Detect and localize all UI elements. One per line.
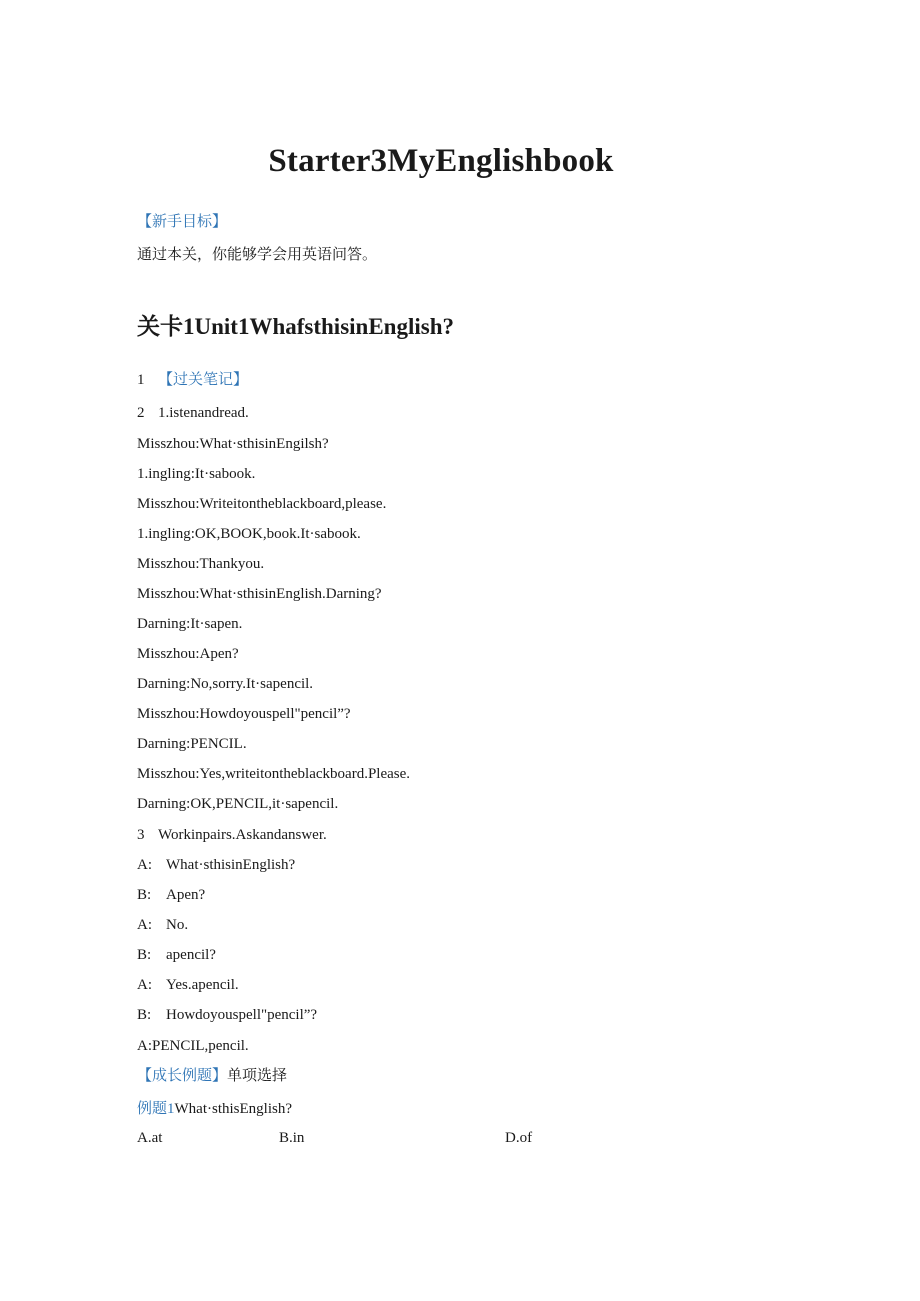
pair-line xyxy=(137,855,295,875)
pair-speaker: A: xyxy=(137,917,152,933)
pair-speaker: B: xyxy=(137,947,152,963)
dialogue-line: Darning:OK,PENCIL,it·sapencil. xyxy=(137,796,339,812)
pair-line xyxy=(137,975,239,995)
pair-speaker: A: xyxy=(137,857,152,873)
pair-line xyxy=(137,915,188,935)
pair-text: apencil? xyxy=(166,947,216,963)
level-heading: 关卡1Unit1WhafsthisinEnglish? xyxy=(137,314,454,339)
example-question-line xyxy=(137,1099,292,1119)
dialogue-line: Misszhou:Writeitontheblackboard,please. xyxy=(137,496,387,512)
option-a: A.at xyxy=(137,1130,163,1146)
listen-number: 2 xyxy=(137,405,145,421)
pair-line xyxy=(137,885,205,905)
example-header xyxy=(137,1066,287,1086)
notes-number: 1 xyxy=(137,372,145,388)
listen-text: 1.istenandread. xyxy=(158,405,249,421)
dialogue-line: Darning:No,sorry.It·sapencil. xyxy=(137,676,314,692)
pair-text: No. xyxy=(166,917,189,933)
pairs-end-line: A:PENCIL,pencil. xyxy=(137,1038,249,1054)
option-d: D.of xyxy=(505,1130,533,1146)
pair-speaker: B: xyxy=(137,887,152,903)
example-question: What·sthisEnglish? xyxy=(174,1101,292,1117)
pair-line xyxy=(137,1005,317,1025)
option-b: B.in xyxy=(279,1130,305,1146)
pairs-line xyxy=(137,825,327,845)
example-type: 单项选择 xyxy=(227,1068,288,1084)
dialogue-line: 1.ingling:OK,BOOK,book.It·sabook. xyxy=(137,526,361,542)
notes-line xyxy=(137,370,248,390)
pairs-number: 3 xyxy=(137,827,145,843)
example-label: 例题1 xyxy=(137,1101,175,1117)
dialogue-line: Darning:PENCIL. xyxy=(137,736,247,752)
goal-text: 通过本关，你能够学会用英语问答。 xyxy=(137,247,378,263)
pair-line xyxy=(137,945,216,965)
dialogue-line: Darning:It·sapen. xyxy=(137,616,243,632)
pair-text: Apen? xyxy=(166,887,206,903)
notes-tag: 【过关笔记】 xyxy=(158,372,249,388)
dialogue-line: Misszhou:Apen? xyxy=(137,646,239,662)
listen-line xyxy=(137,403,249,423)
dialogue-line: Misszhou:Thankyou. xyxy=(137,556,265,572)
pair-text: Yes.apencil. xyxy=(166,977,239,993)
pair-text: What·sthisinEnglish? xyxy=(166,857,296,873)
example-tag: 【成长例题】 xyxy=(137,1068,228,1084)
dialogue-line: Misszhou:Howdoyouspell"pencil”? xyxy=(137,706,351,722)
pair-text: Howdoyouspell"pencil”? xyxy=(166,1007,318,1023)
pairs-text: Workinpairs.Askandanswer. xyxy=(158,827,327,843)
dialogue-line: Misszhou:What·sthisinEnglish.Darning? xyxy=(137,586,382,602)
dialogue-line: 1.ingling:It·sabook. xyxy=(137,466,256,482)
goal-tag: 【新手目标】 xyxy=(137,214,228,230)
pair-speaker: B: xyxy=(137,1007,152,1023)
document-title: Starter3MyEnglishbook xyxy=(268,143,614,179)
dialogue-line: Misszhou:What·sthisinEngilsh? xyxy=(137,436,329,452)
dialogue-line: Misszhou:Yes,writeitontheblackboard.Please. xyxy=(137,766,411,782)
pair-speaker: A: xyxy=(137,977,152,993)
